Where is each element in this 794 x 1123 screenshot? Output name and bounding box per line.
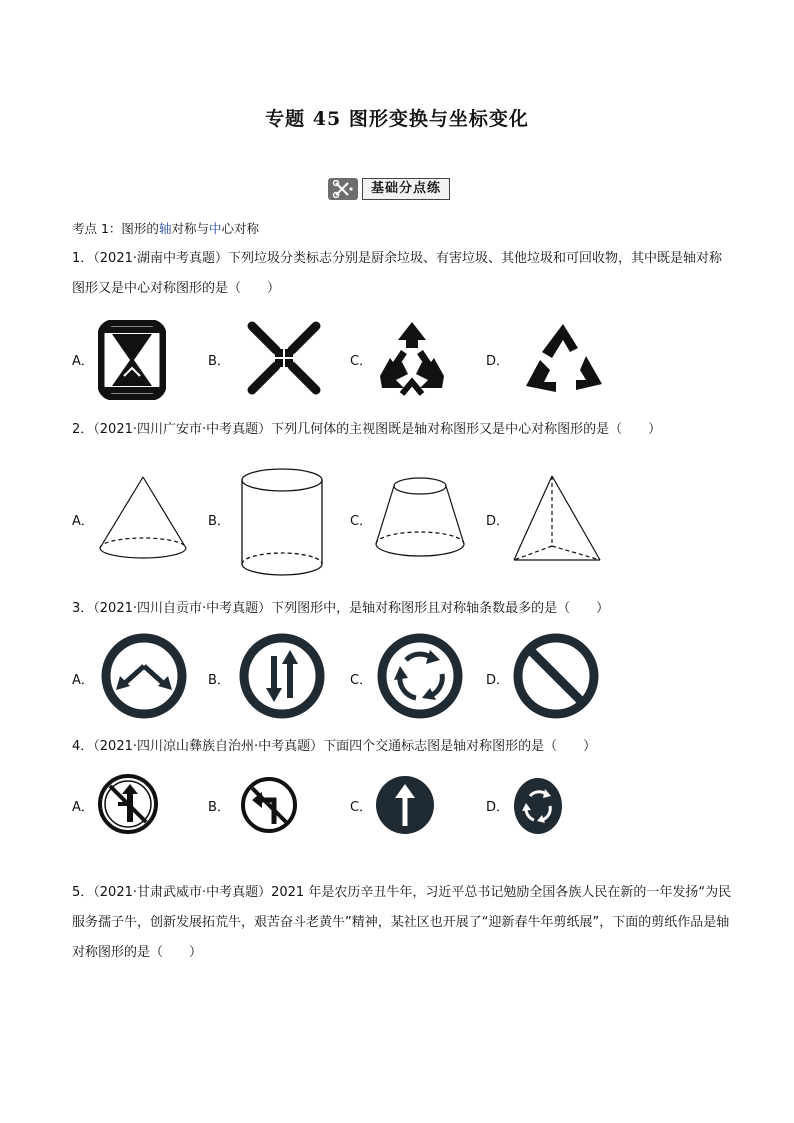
q4-option-a: A． bbox=[72, 800, 94, 815]
roundabout-sign bbox=[376, 632, 464, 720]
q1-option-a: A． bbox=[72, 354, 94, 369]
q2-option-a: A． bbox=[72, 514, 94, 529]
q2-option-d: D． bbox=[486, 514, 510, 529]
no-left-turn-sign bbox=[238, 774, 300, 836]
question-1: 1．（2021·湖南中考真题）下列垃圾分类标志分别是厨余垃圾、有害垃圾、其他垃圾和可回收物，其中既是轴对称图形又是中心对称图形的是（ ） bbox=[72, 251, 722, 296]
kaodian-heading bbox=[72, 219, 259, 237]
recyclable-icon bbox=[518, 318, 608, 400]
question-3: 3．（2021·四川自贡市·中考真题）下列图形中，是轴对称图形且对称轴条数最多的是（ ） bbox=[72, 601, 610, 616]
cylinder-figure bbox=[238, 466, 326, 578]
q1-option-b: B． bbox=[208, 354, 230, 369]
straight-ahead-sign bbox=[374, 774, 436, 836]
kaodian-w3: 中 bbox=[208, 221, 222, 236]
q4-option-d: D． bbox=[486, 800, 510, 815]
q4-option-c: C． bbox=[350, 800, 373, 815]
section-label: 基础分点练 bbox=[362, 178, 450, 200]
question-4: 4．（2021·四川凉山彝族自治州·中考真题）下面四个交通标志图是轴对称图形的是（ ） bbox=[72, 739, 597, 754]
q3-option-d: D． bbox=[486, 673, 510, 688]
q3-option-b: B． bbox=[208, 673, 230, 688]
two-way-arrows-sign bbox=[238, 632, 326, 720]
no-entry-slash-sign bbox=[512, 632, 600, 720]
no-straight-or-left-sign bbox=[96, 772, 160, 836]
q4-option-b: B． bbox=[208, 800, 230, 815]
section-badge bbox=[328, 178, 450, 200]
scissors-icon bbox=[328, 178, 358, 200]
hazardous-waste-icon bbox=[246, 320, 322, 396]
kaodian-w2: 对称与 bbox=[171, 221, 209, 236]
kaodian-w4: 心对称 bbox=[221, 221, 259, 236]
cone-figure bbox=[96, 474, 190, 564]
question-5: 5．（2021·甘肃武威市·中考真题）2021 年是农历辛丑牛年，习近平总书记勉励全国各族人民在新的一年发扬“为民服务孺子牛，创新发展拓荒牛，艰苦奋斗老黄牛”精神，某社区也开展了“迎新春牛年剪纸展”，下面的剪纸作品是轴对称图形的是（ ） bbox=[72, 885, 732, 960]
q1-option-c: C． bbox=[350, 354, 373, 369]
roundabout-dark-sign bbox=[512, 776, 564, 836]
q3-option-c: C． bbox=[350, 673, 373, 688]
q3-option-a: A． bbox=[72, 673, 94, 688]
q1-option-d: D． bbox=[486, 354, 510, 369]
question-2: 2．（2021·四川广安市·中考真题）下列几何体的主视图既是轴对称图形又是中心对称图形的是（ ） bbox=[72, 422, 662, 437]
q2-option-b: B． bbox=[208, 514, 230, 529]
page-title: 专题 45 图形变换与坐标变化 bbox=[265, 108, 529, 130]
q2-option-c: C． bbox=[350, 514, 373, 529]
kaodian-w1: 轴 bbox=[158, 221, 172, 236]
kaodian-prefix: 考点 1：图形的 bbox=[72, 221, 159, 236]
other-waste-icon bbox=[374, 318, 450, 398]
frustum-figure bbox=[372, 474, 468, 564]
kitchen-waste-icon bbox=[98, 320, 166, 400]
diverge-arrows-sign bbox=[100, 632, 188, 720]
pyramid-figure bbox=[510, 472, 604, 566]
